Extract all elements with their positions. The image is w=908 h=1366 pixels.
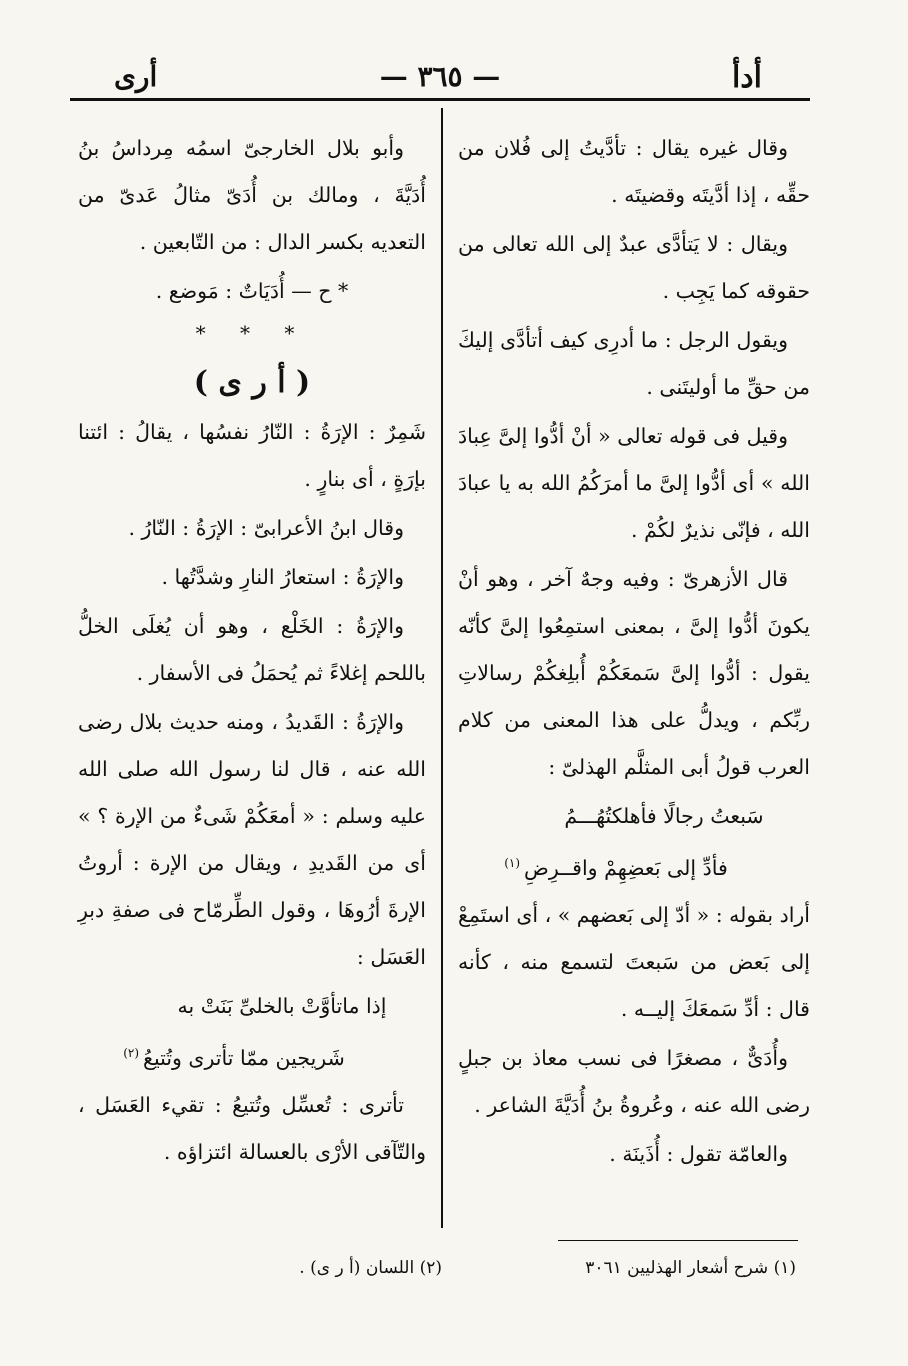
paragraph: وقال ابنُ الأعرابىّ : الإرَةُ : النّارُ . (128, 516, 404, 540)
page-header (70, 58, 810, 98)
paragraph: والإرَةُ : استعارُ النارِ وشدَّتُها . (161, 565, 404, 589)
paragraph: والإرَةُ : الخَلْع ، وهو أن يُغلَى الخلُّ باللحم إغلاءً ثم يُحمَلُ فى الأسفار . (78, 614, 426, 685)
cross-reference: * ح — أُدَيَاتٌ : مَوضع . (155, 279, 349, 303)
footnote-2: (٢) اللسان (أ ر ى) . (299, 1258, 442, 1278)
verse-line (78, 1030, 426, 1082)
paragraph: شَمِرٌ : الإرَةُ : النّارُ نفسُها ، يقالُ : ائتنا بإرَةٍ ، أى بنارٍ . (78, 420, 426, 491)
paragraph: ويقول الرجل : ما أدرِى كيف أتأدَّى إليكَ من حقِّ ما أوليتَنى . (458, 328, 810, 399)
footnote-marker: (١) (504, 856, 521, 870)
paragraph: تأترى : تُعسِّل وتُتيعُ : تقيء العَسَل ، والتّآقى الأرْى بالعسالة ائتزاؤه . (78, 1092, 426, 1164)
header-root-left: أرى (114, 60, 158, 93)
verse-text: شَريجين ممّا تأترى وتُتيعُ (143, 1045, 345, 1070)
entry-heading: ( أ ر ى ) (193, 365, 311, 400)
footnote-rule (558, 1240, 798, 1241)
paragraph: وأبو بلال الخارجىّ اسمُه مِرداسُ بنُ أُدَيَّةَ ، ومالك بن أُدَىّ مثالُ عَدىّ من التعديه بكسر الدال : من التّابعين . (78, 136, 426, 254)
paragraph: ويقال : لا يَتأدَّى عبدٌ إلى الله تعالى من حقوقه كما يَجِب . (458, 232, 810, 303)
paragraph: وأُدَىٌّ ، مصغرًا فى نسب معاذ بن جبلٍ رضى الله عنه ، وعُروةُ بنُ أُدَيَّةَ الشاعر . (458, 1045, 810, 1117)
paragraph: والعامّة تقول : أُذَينَة . (609, 1141, 788, 1166)
verse-text: فأدِّ إلى بَعضِهِمْ واقــرِضِ (524, 855, 728, 880)
right-column (458, 125, 810, 1180)
footnote-marker: (٢) (123, 1046, 140, 1060)
left-column (78, 125, 426, 1178)
paragraph: أراد بقوله : « أدّ إلى بَعضهم » ، أى استَمِعْ إلى بَعض من سَبعتَ لتسمع منه ، كأنه قال : أدِّ سَمعَكَ إليــه . (458, 902, 810, 1021)
page-number: — ٣٦٥ — (379, 60, 501, 93)
paragraph: وقيل فى قوله تعالى « أنْ أدُّوا إلىَّ عِبادَ الله » أى أدُّوا إلىَّ ما أمرَكُمُ الله به يا عبادَ الله ، فإنّى نذيرٌ لكُمْ . (458, 424, 810, 542)
header-rule (70, 98, 810, 101)
header-root-right: أدأ (731, 60, 762, 95)
column-divider (441, 108, 443, 1228)
paragraph: والإرَةُ : القَديدُ ، ومنه حديث بلال رضى الله عنه ، قال لنا رسول الله صلى الله عليه وسلم : « أمعَكُمْ شَىءٌ من الإرة ؟ » أى من القَديدِ ، ويقال من الإرة : أروتُ الإرةَ أرُوهَا ، وقول الطِّرمّاح فى صفةِ دبرِ العَسَل : (78, 710, 426, 969)
verse-line: إذا ماتأوَّتْ بالخلىِّ بَنَتْ به (177, 994, 387, 1018)
verse-line (458, 840, 810, 892)
paragraph: وقال غيره يقال : تأدَّيتُ إلى فُلان من حقِّه ، إذا أدَّيتَه وقضيتَه . (458, 136, 810, 207)
paragraph: قال الأزهرىّ : وفيه وجهٌ آخر ، وهو أنْ يكونَ أدُّوا إلىَّ ، بمعنى استمِعُوا إلىَّ كأنّه يقول : أدُّوا إلىَّ سَمعَكُمْ أُبلِغكُمْ رسالاتِ ربِّكم ، ويدلُّ على هذا المعنى من كلام العرب قولُ أبى المثلَّم الهذلىّ : (458, 567, 810, 779)
verse-line: سَبعتُ رجالًا فأهلكتُهُـــمُ (564, 804, 764, 828)
section-separator: * * * (195, 321, 309, 345)
footnote-1: (١) شرح أشعار الهذليين ٣٠٦١ (585, 1258, 796, 1278)
